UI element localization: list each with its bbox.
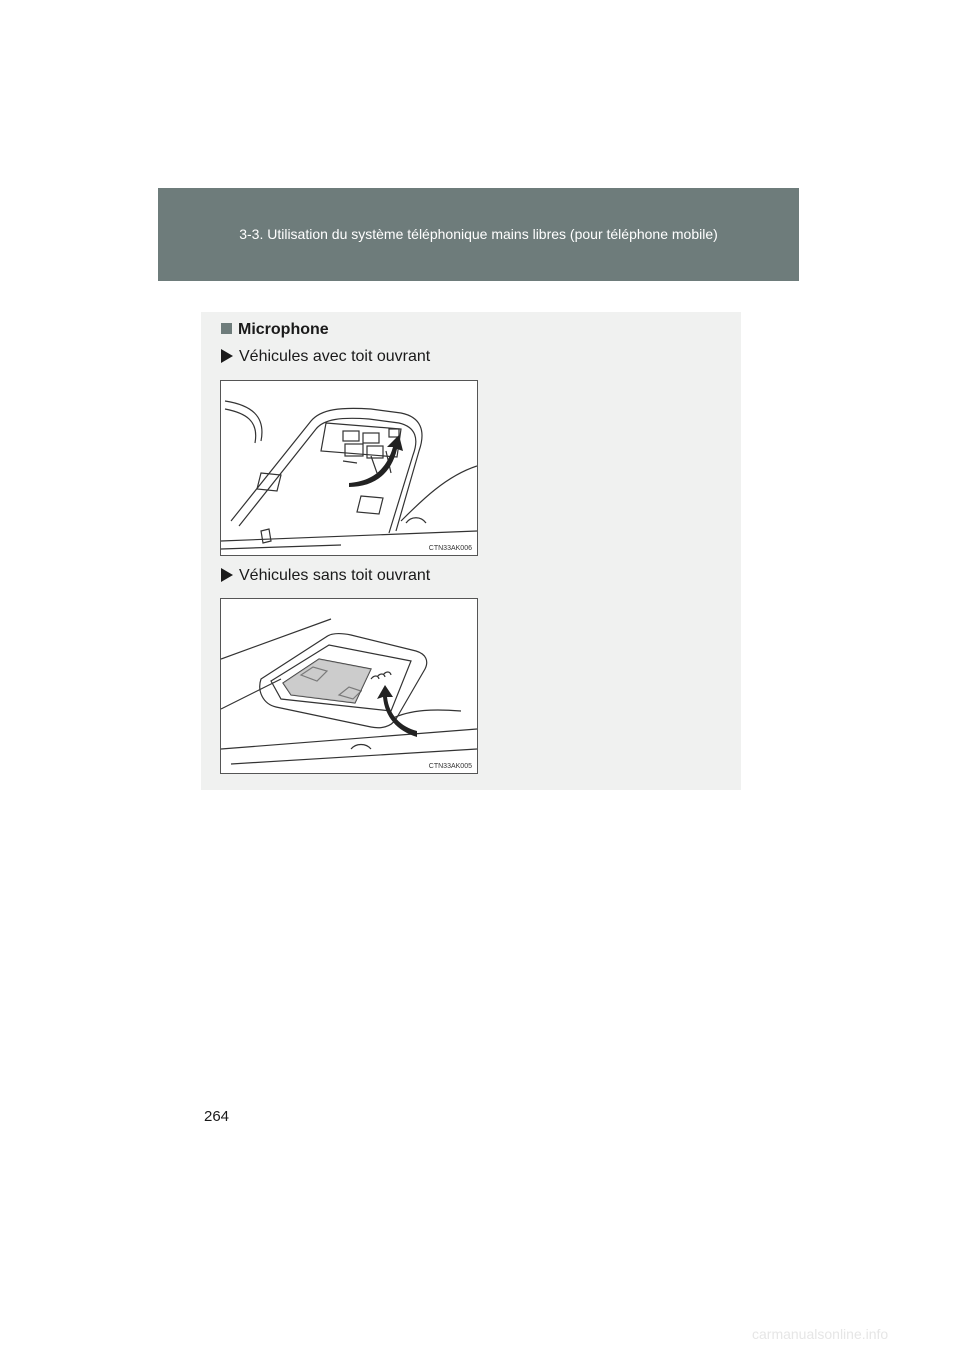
figure-sunroof xyxy=(220,380,478,556)
page-number: 264 xyxy=(204,1108,230,1125)
figure-code: CTN33AK006 xyxy=(428,545,472,552)
section-title xyxy=(221,321,329,339)
overhead-console-sunroof-illustration xyxy=(221,381,477,555)
list-item xyxy=(221,348,430,366)
triangle-bullet-icon xyxy=(221,568,233,582)
list-item-label: Véhicules sans toit ouvrant xyxy=(239,567,431,584)
figure-code: CTN33AK005 xyxy=(428,763,472,770)
figure-no-sunroof xyxy=(220,598,478,774)
chapter-header xyxy=(158,188,799,281)
overhead-console-no-sunroof-illustration xyxy=(221,599,477,773)
watermark: carmanualsonline.info xyxy=(752,1326,889,1342)
section-title-text: Microphone xyxy=(238,321,329,338)
square-bullet-icon xyxy=(221,323,232,334)
triangle-bullet-icon xyxy=(221,349,233,363)
list-item xyxy=(221,567,430,585)
chapter-title: 3-3. Utilisation du système téléphonique mains libres (pour téléphone mobile) xyxy=(239,226,718,242)
list-item-label: Véhicules avec toit ouvrant xyxy=(239,348,431,365)
